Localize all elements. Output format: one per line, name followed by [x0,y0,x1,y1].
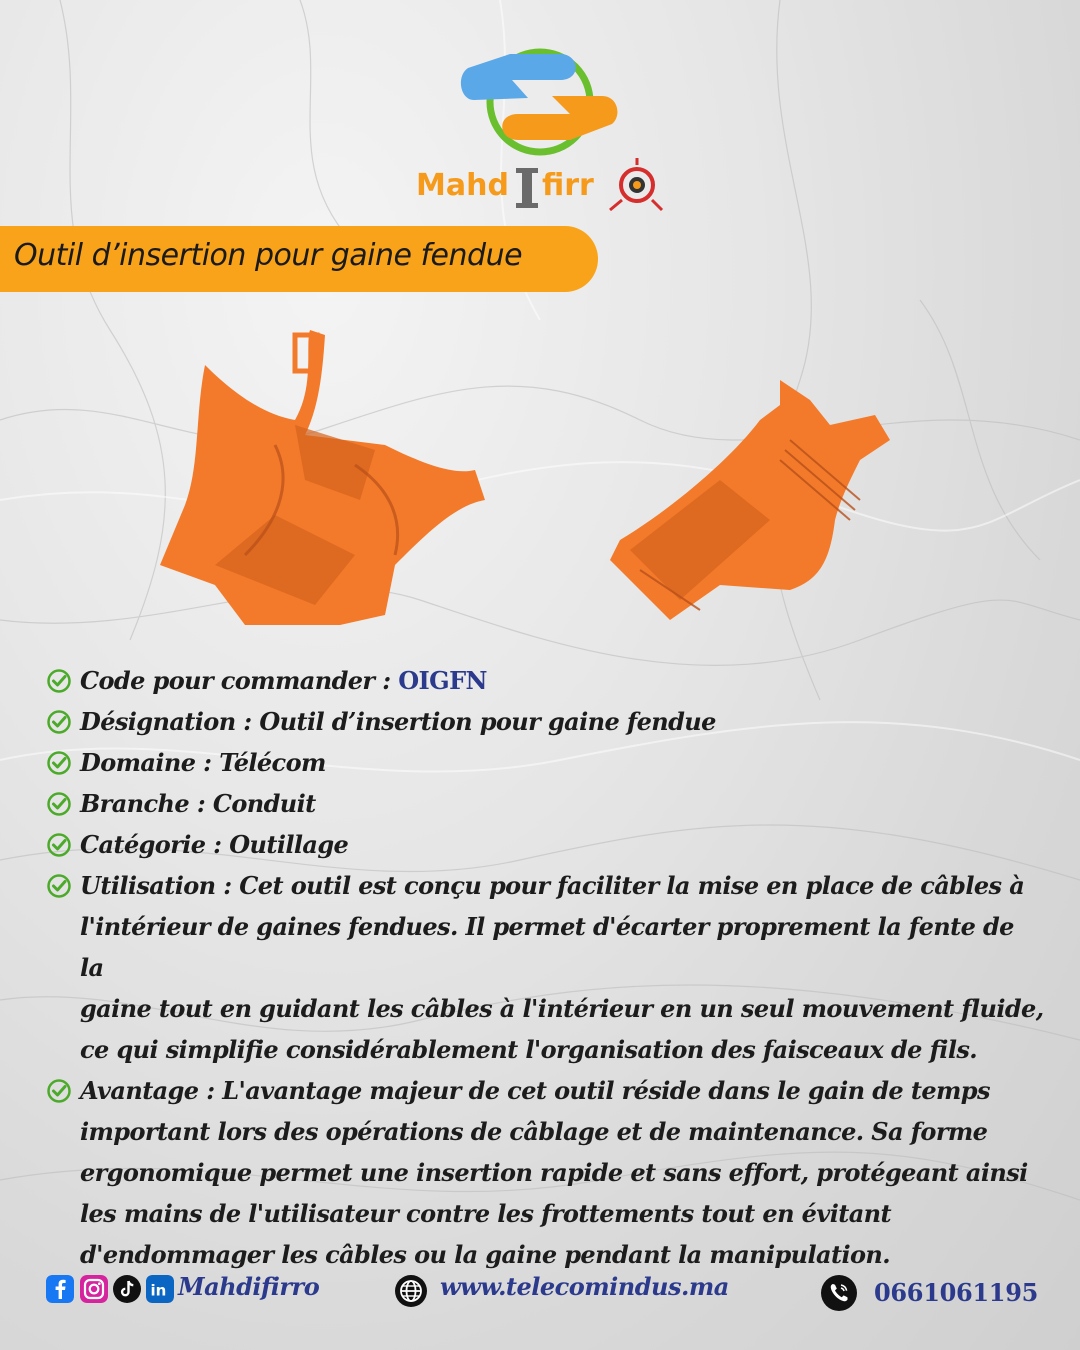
footer [0,1268,1080,1318]
title-banner [0,226,598,292]
spec-category [44,824,1044,865]
spec-list [44,660,1044,1275]
spec-value: L'avantage majeur de cet outil réside dans le gain de temps [222,1076,990,1105]
check-icon [46,668,72,694]
spec-value-line: important lors des opérations de câblage et de maintenance. Sa forme [80,1117,988,1146]
check-icon [46,832,72,858]
website-link[interactable]: www.telecomindus.ma [440,1272,729,1301]
spec-usage [44,865,1044,1070]
linkedin-icon[interactable] [146,1275,174,1303]
check-icon [46,709,72,735]
logo-orange-arrow [502,96,617,140]
spec-label: Code pour commander : [80,666,391,695]
product-image-open [155,325,505,625]
logo-blue-arrow [461,54,576,100]
logo-wordmark-part2: firr [542,168,594,203]
logo-wordmark-part1: Mahd [416,168,509,203]
check-icon [46,873,72,899]
instagram-icon[interactable] [80,1275,108,1303]
spec-label: Utilisation : [80,871,232,900]
spec-domain [44,742,1044,783]
spec-value-line: l'intérieur de gaines fendues. Il permet d'écarter proprement la fente de la [80,912,1014,982]
spec-designation [44,701,1044,742]
spec-label: Branche : [80,789,206,818]
logo-cable-icon [610,158,662,210]
spec-label: Désignation : [80,707,252,736]
page-title: Outil d’insertion pour gaine fendue [14,238,523,273]
spec-code [44,660,1044,701]
spec-label: Domaine : [80,748,212,777]
spec-value-line: d'endommager les câbles ou la gaine pendant la manipulation. [80,1240,891,1269]
facebook-icon[interactable] [46,1275,74,1303]
phone-number[interactable]: 0661061195 [874,1278,1038,1307]
spec-label: Catégorie : [80,830,222,859]
logo-i-bar [522,170,532,206]
linkedin-glyph: in [150,1281,167,1300]
spec-value-line: ergonomique permet une insertion rapide et sans effort, protégeant ainsi [80,1158,1028,1187]
globe-icon [394,1274,428,1308]
phone-icon [820,1274,858,1312]
spec-value-line: gaine tout en guidant les câbles à l'intérieur en un seul mouvement fluide, [80,994,1044,1023]
spec-advantage [44,1070,1044,1275]
brand-logo [410,40,670,215]
spec-branch [44,783,1044,824]
social-handle[interactable]: Mahdifirro [178,1272,320,1301]
spec-label: Avantage : [80,1076,215,1105]
spec-value: Outil d’insertion pour gaine fendue [259,707,716,736]
tiktok-icon[interactable] [113,1275,141,1303]
spec-value: Conduit [212,789,316,818]
check-icon [46,750,72,776]
spec-value-line: ce qui simplifie considérablement l'organisation des faisceaux de fils. [80,1035,978,1064]
order-code: OIGFN [398,666,487,695]
check-icon [46,791,72,817]
spec-value: Outillage [229,830,349,859]
spec-value-line: les mains de l'utilisateur contre les frottements tout en évitant [80,1199,891,1228]
check-icon [46,1078,72,1104]
spec-value: Cet outil est conçu pour faciliter la mise en place de câbles à [239,871,1025,900]
spec-value: Télécom [219,748,326,777]
product-image-closed [610,380,895,625]
